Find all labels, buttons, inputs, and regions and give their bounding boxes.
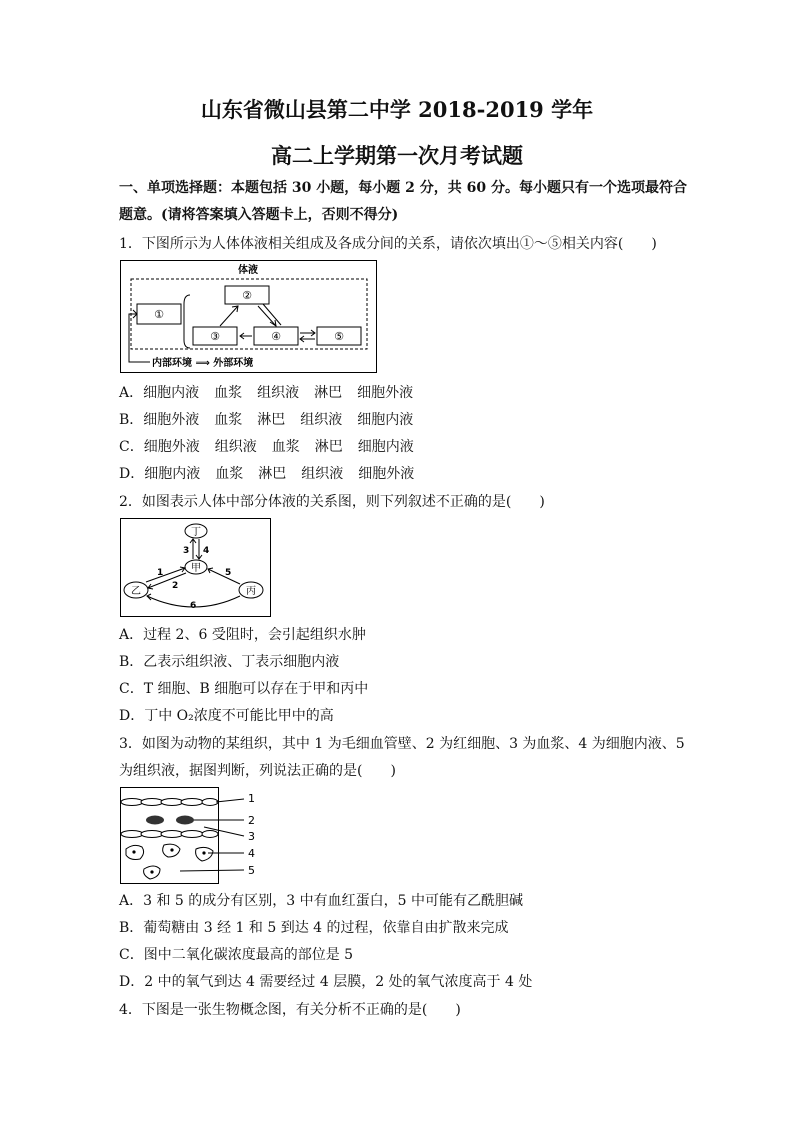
q3-fig-l4: 4 xyxy=(248,847,255,860)
q3-stem-2: 为组织液，据图判断，列说法正确的是( ) xyxy=(119,763,396,779)
q1-stem: 1．下图所示为人体体液相关组成及各成分间的关系，请依次填出①～⑤相关内容( ) xyxy=(119,236,657,252)
title-line-1: 山东省微山县第二中学 2018-2019 学年 xyxy=(200,97,594,122)
q1-fig-title: 体液 xyxy=(238,265,258,276)
q2-fig-a6: 6 xyxy=(190,601,197,611)
q2-fig-a5: 5 xyxy=(225,568,232,578)
q1-fig-n2: ② xyxy=(242,289,252,302)
q2-fig-ding: 丁 xyxy=(191,527,201,538)
q2-option-d: D．丁中 O₂浓度不可能比甲中的高 xyxy=(119,708,334,724)
q3-fig-l2: 2 xyxy=(248,814,255,827)
q2-fig-jia: 甲 xyxy=(191,563,201,574)
q2-fig-yi: 乙 xyxy=(131,586,141,597)
q3-option-a: A．3 和 5 的成分有区别，3 中有血红蛋白，5 中可能有乙酰胆碱 xyxy=(119,893,523,909)
q2-option-b: B．乙表示组织液、丁表示细胞内液 xyxy=(119,654,340,670)
q2-fig-a4: 4 xyxy=(203,546,210,556)
q2-stem: 2．如图表示人体中部分体液的关系图，则下列叙述不正确的是( ) xyxy=(119,494,545,510)
q4-stem: 4．下图是一张生物概念图，有关分析不正确的是( ) xyxy=(119,1002,461,1018)
q2-diagram xyxy=(120,518,272,618)
q3-option-d: D．2 中的氧气到达 4 需要经过 4 层膜，2 处的氧气浓度高于 4 处 xyxy=(119,974,533,990)
q3-option-c: C．图中二氧化碳浓度最高的部位是 5 xyxy=(119,947,354,963)
section-heading-1: 一、单项选择题：本题包括 30 小题，每小题 2 分，共 60 分。每小题只有一个选项最符合 xyxy=(119,180,687,196)
q3-diagram xyxy=(120,787,268,885)
section-heading-2: 题意。(请将答案填入答题卡上，否则不得分) xyxy=(119,207,399,223)
q1-fig-bottom: 内部环境 ⟹ 外部环境 xyxy=(152,358,254,369)
q2-option-a: A．过程 2、6 受阻时，会引起组织水肿 xyxy=(119,627,366,643)
q1-option-b: B．细胞外液 血浆 淋巴 组织液 细胞内液 xyxy=(119,412,414,428)
q1-fig-n1: ① xyxy=(154,308,164,321)
q3-fig-l3: 3 xyxy=(248,830,255,843)
q3-fig-l1: 1 xyxy=(248,792,255,805)
q2-fig-a3: 3 xyxy=(183,546,190,556)
q1-option-d: D．细胞内液 血浆 淋巴 组织液 细胞外液 xyxy=(119,466,415,482)
q2-fig-a1: 1 xyxy=(157,568,164,578)
q1-fig-n5: ⑤ xyxy=(334,330,344,343)
q3-fig-l5: 5 xyxy=(248,864,255,877)
q1-option-c: C．细胞外液 组织液 血浆 淋巴 细胞内液 xyxy=(119,439,414,455)
title-line-2: 高二上学期第一次月考试题 xyxy=(271,143,523,168)
q1-option-a: A．细胞内液 血浆 组织液 淋巴 细胞外液 xyxy=(119,385,414,401)
q2-fig-a2: 2 xyxy=(172,581,179,591)
q2-option-c: C．T 细胞、B 细胞可以存在于甲和丙中 xyxy=(119,681,369,697)
q1-fig-n4: ④ xyxy=(271,330,281,343)
q1-diagram xyxy=(120,260,378,374)
q3-stem-1: 3．如图为动物的某组织，其中 1 为毛细血管壁、2 为红细胞、3 为血浆、4 为细胞内液、5 xyxy=(119,736,685,752)
q1-fig-n3: ③ xyxy=(210,330,220,343)
q2-fig-bing: 丙 xyxy=(246,586,256,597)
q3-option-b: B．葡萄糖由 3 经 1 和 5 到达 4 的过程，依靠自由扩散来完成 xyxy=(119,920,509,936)
